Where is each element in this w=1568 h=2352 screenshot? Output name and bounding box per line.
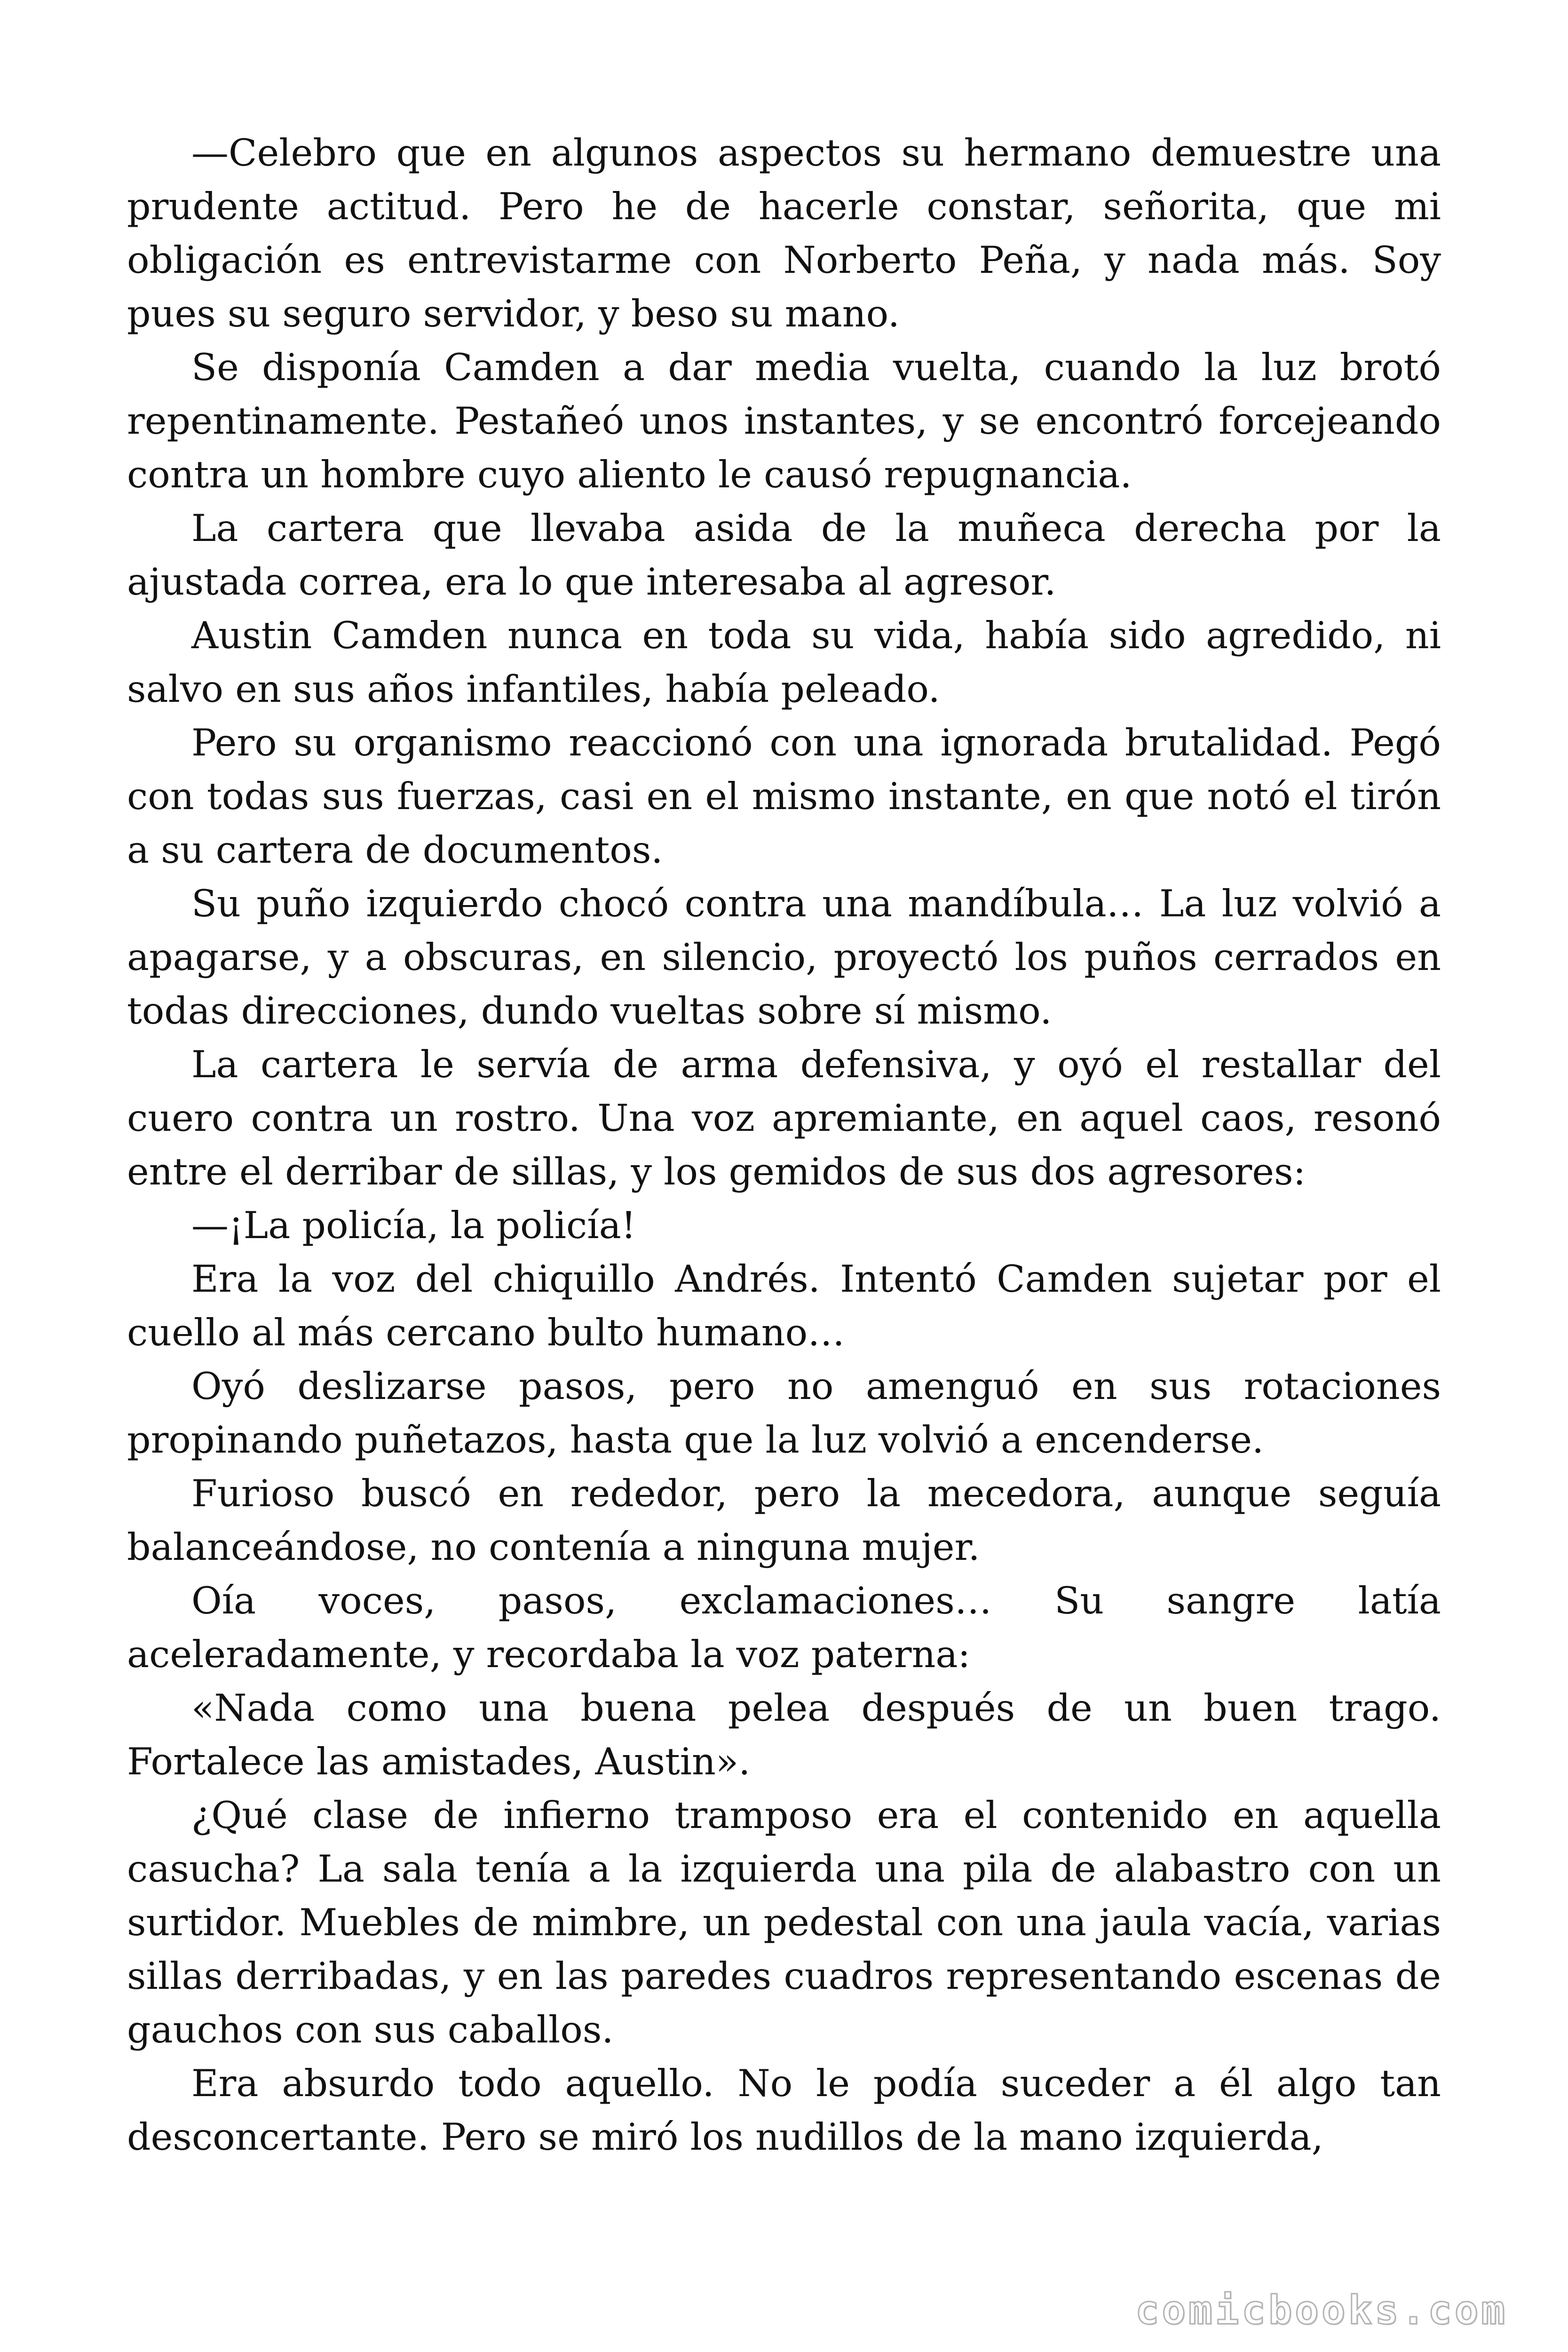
paragraph: La cartera le servía de arma defensiva, y oyó el restallar del cuero contra un rostro. Una voz apremiante, en aquel caos, resonó entre el derribar de sillas, y los gemidos de sus dos agresores: [127,1043,1441,1193]
paragraph: Se disponía Camden a dar media vuelta, cuando la luz brotó repentinamente. Pestañeó unos instantes, y se encontró forcejeando contra un hombre cuyo aliento le causó repugnancia. [127,346,1441,496]
paragraph: Oía voces, pasos, exclamaciones… Su sangre latía aceleradamente, y recordaba la voz paterna: [127,1579,1441,1676]
paragraph: Austin Camden nunca en toda su vida, había sido agredido, ni salvo en sus años infantiles, había peleado. [127,614,1441,711]
paragraph: ¿Qué clase de infierno tramposo era el contenido en aquella casucha? La sala tenía a la izquierda una pila de alabastro con un surtidor. Muebles de mimbre, un pedestal con una jaula vacía, varias sillas derribadas, y en las paredes cuadros representando escenas de gauchos con sus caballos. [127,1794,1441,2051]
paragraph: Oyó deslizarse pasos, pero no amenguó en sus rotaciones propinando puñetazos, hasta que la luz volvió a encenderse. [127,1365,1441,1462]
body-text [127,126,1441,2164]
paragraph: Era absurdo todo aquello. No le podía suceder a él algo tan desconcertante. Pero se miró los nudillos de la mano izquierda, [127,2062,1441,2159]
paragraph: Pero su organismo reaccionó con una ignorada brutalidad. Pegó con todas sus fuerzas, casi en el mismo instante, en que notó el tirón a su cartera de documentos. [127,721,1441,872]
paragraph: Su puño izquierdo chocó contra una mandíbula… La luz volvió a apagarse, y a obscuras, en silencio, proyectó los puños cerrados en todas direcciones, dundo vueltas sobre sí mismo. [127,882,1441,1033]
paragraph: Furioso buscó en rededor, pero la mecedora, aunque seguía balanceándose, no contenía a ninguna mujer. [127,1472,1441,1569]
paragraph: «Nada como una buena pelea después de un buen trago. Fortalece las amistades, Austin». [127,1686,1441,1783]
paragraph: Era la voz del chiquillo Andrés. Intentó Camden sujetar por el cuello al más cercano bulto humano… [127,1257,1441,1354]
watermark-logo: comicbooks.com [1135,2287,1508,2333]
paragraph: —Celebro que en algunos aspectos su hermano demuestre una prudente actitud. Pero he de hacerle constar, señorita, que mi obligación es entrevistarme con Norberto Peña, y nada más. Soy pues su seguro servidor, y beso su mano. [127,131,1441,335]
paragraph: La cartera que llevaba asida de la muñeca derecha por la ajustada correa, era lo que interesaba al agresor. [127,507,1441,604]
paragraph: —¡La policía, la policía! [191,1204,636,1247]
